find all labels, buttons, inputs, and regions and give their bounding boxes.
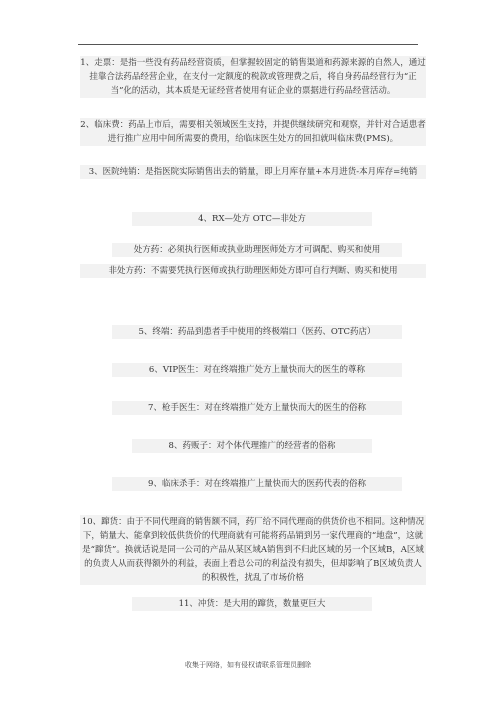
paragraph-9: 9、临床杀手：对在终端推广上量快而大的医药代表的俗称 [112, 477, 402, 491]
paragraph-prescription-drug: 处方药：必须执行医师或执业助理医师处方才可调配、购买和使用 [112, 243, 402, 257]
paragraph-1: 1、走票：是指一些没有药品经营资质，但掌握较固定的销售渠道和药源来源的自然人，通过挂靠合法药品经营企业，在支付一定额度的税款或管理费之后，将自身药品经营行为“正当”化的活动，其本质是无证经营者使用有证企业的票据进行药品经营活动。 [80, 58, 426, 96]
paragraph-3: 3、医院纯销：是指医院实际销售出去的销量，即上月库存量+本月进货-本月库存=纯销 [80, 165, 426, 179]
footer-note: 收集于网络，如有侵权请联系管理员删除 [185, 661, 311, 669]
paragraph-10: 10、蹿货：由于不同代理商的销售额不同，药厂给不同代理商的供货价也不相同。这种情况下，销量大、能拿到较低供货价的代理商就有可能将药品销到另一家代理商的“地盘”，这就是“蹿货”。换就话说是同一公司的产品从某区域A销售到不归此区域的另一个区域B，A区域的负责人从而获得额外的利益，表面上看总公司的利益没有损失，但却影响了B区域负责人的积极性，扰乱了市场价格 [81, 517, 425, 583]
paragraph-4: 4、RX—处方 OTC—非处方 [132, 212, 372, 226]
paragraph-otc-drug: 非处方药：不需要凭执行医师或执行助理医师处方即可自行判断、购买和使用 [80, 264, 426, 278]
paragraph-7: 7、枪手医生：对在终端推广处方上量快而大的医生的俗称 [112, 401, 402, 415]
paragraph-11: 11、冲货：是大用的蹿货，数量更巨大 [132, 597, 372, 611]
paragraph-8: 8、药贩子：对个体代理推广的经营者的俗称 [132, 439, 372, 453]
paragraph-2: 2、临床费：药品上市后，需要相关领域医生支持，并提供继续研究和观察，并针对合适患者进行推广应用中间所需要的费用，给临床医生处方的回扣就叫临床费(PMS)。 [80, 120, 426, 144]
paragraph-5: 5、终端：药品到患者手中使用的终极端口（医药、OTC药店） [112, 325, 402, 339]
paragraph-6: 6、VIP医生：对在终端推广处方上量快而大的医生的尊称 [112, 363, 402, 377]
header-rule [78, 44, 418, 45]
